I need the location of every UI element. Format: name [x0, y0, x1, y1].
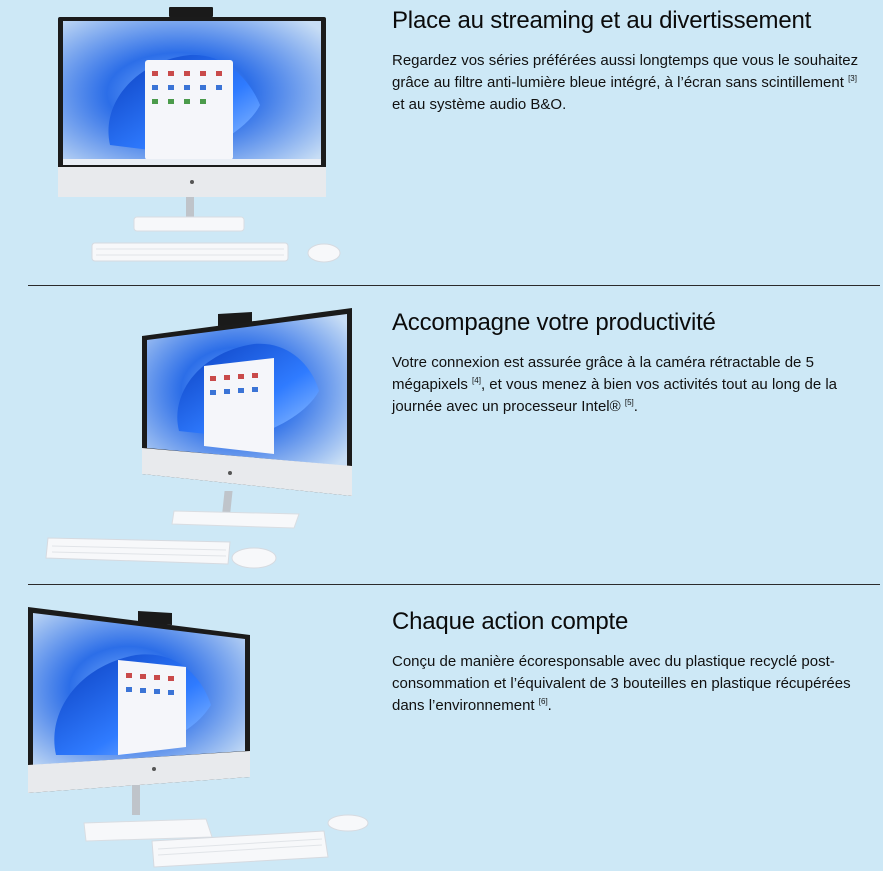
product-image-angled-left	[44, 306, 364, 568]
feature-description: Regardez vos séries préférées aussi longtemps que vous le souhaitez grâce au filtre anti-lumière bleue intégré, à l’écran sans scintillement [3] et au système audio B&O.	[392, 52, 859, 113]
footnote-ref[interactable]: [3]	[848, 74, 857, 83]
feature-description: Conçu de manière écoresponsable avec du plastique recyclé post-consommation et l’équivalent de 3 bouteilles en plastique récupérées dans l’environnement [6].	[392, 653, 851, 714]
footnote-ref[interactable]: [6]	[538, 697, 548, 706]
feature-section-3	[0, 585, 883, 871]
all-in-one-pc-icon	[50, 5, 340, 267]
footnote-ref[interactable]: [5]	[624, 398, 634, 407]
feature-text-2	[392, 308, 872, 418]
feature-heading: Place au streaming et au divertissement	[392, 7, 812, 34]
all-in-one-pc-icon	[26, 605, 376, 867]
feature-heading: Chaque action compte	[392, 608, 629, 635]
feature-heading: Accompagne votre productivité	[392, 309, 716, 336]
feature-text-1	[392, 6, 872, 116]
all-in-one-pc-icon	[44, 306, 364, 568]
product-image-angled-right	[26, 605, 376, 867]
feature-section-1	[0, 0, 883, 285]
feature-text-3	[392, 607, 872, 717]
footnote-ref[interactable]: [4]	[472, 376, 481, 385]
product-image-front	[50, 5, 340, 267]
feature-description: Votre connexion est assurée grâce à la caméra rétractable de 5 mégapixels [4], et vous menez à bien vos activités tout au long de la journée avec un processeur Intel® [5].	[392, 354, 837, 415]
feature-section-2	[0, 286, 883, 584]
